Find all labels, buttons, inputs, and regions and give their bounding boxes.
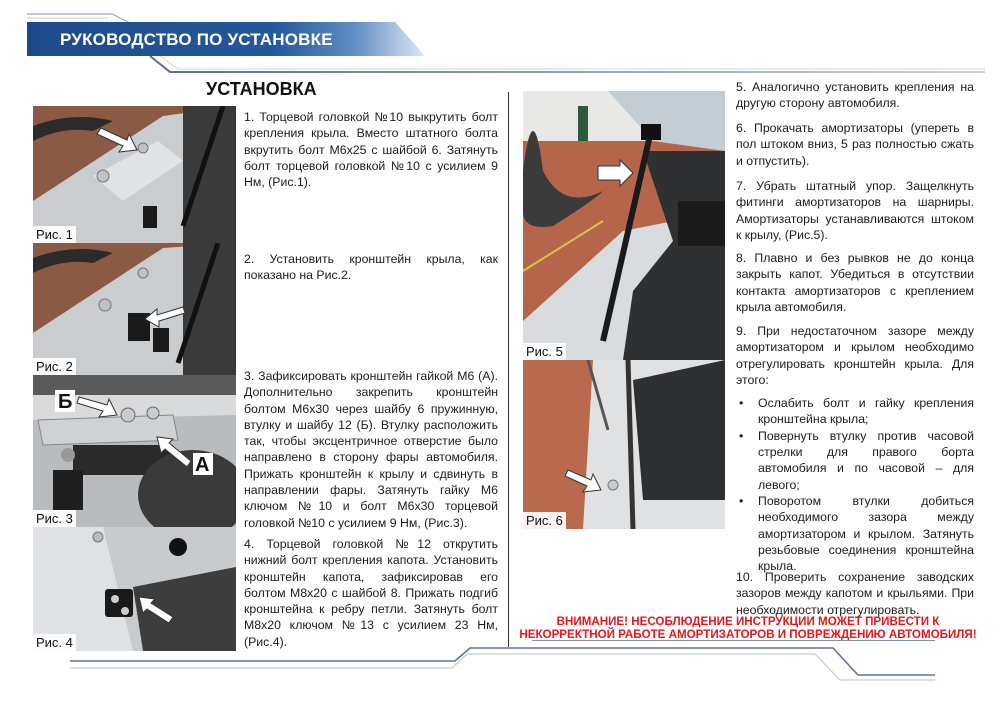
marker-a: А bbox=[195, 454, 210, 476]
step-3 bbox=[244, 368, 498, 531]
step-4 bbox=[244, 536, 498, 650]
photo-fig3-illustration bbox=[33, 375, 236, 527]
figure-1-photo bbox=[33, 106, 236, 243]
step-6 bbox=[736, 120, 974, 169]
figure-4-label: Рис. 4 bbox=[33, 634, 76, 651]
figure-4-photo bbox=[33, 527, 236, 651]
column-divider bbox=[508, 92, 509, 647]
figure-3-photo bbox=[33, 375, 236, 527]
step-9 bbox=[736, 323, 974, 574]
footer-decoration bbox=[0, 640, 1000, 707]
step-10-text: 10. Проверить сохранение заводских зазоров между капотом и крыльями. При необходимости отрегулировать. bbox=[736, 570, 974, 617]
figure-1-label: Рис. 1 bbox=[33, 226, 76, 243]
step-9-text: 9. При недостаточном зазоре между амортизатором и крылом необходимо отрегулировать кронштейн крыла. Для этого: bbox=[736, 324, 974, 387]
step-5-text: 5. Аналогично установить крепления на другую сторону автомобиля. bbox=[736, 80, 974, 111]
step-1-text: 1. Торцевой головкой №10 выкрутить болт крепления крыла. Вместо штатного болта вкрутить болт М6х25 с шайбой 6. Затянуть болт торцевой головкой №10 с усилием 9 Нм, (Рис.1). bbox=[244, 110, 498, 190]
step-7-text: 7. Убрать штатный упор. Защелкнуть фитинги амортизаторов на шарниры. Амортизаторы устанавливаются штоком к крылу, (Рис.5). bbox=[736, 179, 974, 242]
marker-b: Б bbox=[58, 391, 73, 413]
figure-2-label: Рис. 2 bbox=[33, 358, 76, 375]
bullet-item bbox=[736, 493, 974, 574]
step-6-text: 6. Прокачать амортизаторы (упереть в пол штоком вниз, 5 раз полностью сжать и отпустить). bbox=[736, 121, 974, 168]
step-3-text: 3. Зафиксировать кронштейн гайкой М6 (А). Дополнительно закрепить кронштейн болтом М6х30 через шайбу 6 пружинную, втулку и шайбу 12 (Б). Втулку расположить так, чтобы эксцентричное отверстие было направлено в сторону фары автомобиля. Прижать кронштейн к крылу и сдвинуть в направлении фары. Затянуть гайку М6 ключом №10 и болт М6х30 торцевой головкой №10 с усилием 9 Нм, (Рис.3). bbox=[244, 369, 498, 530]
photo-fig2-illustration bbox=[33, 243, 236, 375]
warning-notice bbox=[508, 616, 988, 641]
photo-fig1-illustration bbox=[33, 106, 236, 243]
step-7 bbox=[736, 178, 974, 243]
step-8-text: 8. Плавно и без рывков не до конца закрыть капот. Убедиться в отсутствии контакта амортизаторов с креплением крыла автомобиля. bbox=[736, 251, 974, 314]
bullet-text: Поворотом втулки добиться необходимого зазора между амортизатором и крылом. Затянуть резьбовые соединения кронштейна крыла. bbox=[758, 493, 974, 574]
bullet-item bbox=[736, 395, 974, 428]
section-title: УСТАНОВКА bbox=[206, 79, 317, 99]
step-5 bbox=[736, 79, 974, 112]
figure-5-label: Рис. 5 bbox=[523, 343, 566, 360]
bullet-text: Повернуть втулку против часовой стрелки для правого борта автомобиля и по часовой – для левого; bbox=[758, 428, 974, 492]
bullet-icon: • bbox=[739, 428, 744, 443]
step-1 bbox=[244, 109, 498, 190]
step-4-text: 4. Торцевой головкой №12 открутить нижний болт крепления капота. Установить кронштейн капота, зафиксировав его болтом М8х20 с шайбой 8. Прижать подгиб кронштейна к ребру петли. Затянуть болт М8х20 ключом №13 с усилием 23 Нм, (Рис.4). bbox=[244, 537, 498, 649]
step-9-bullet-list bbox=[736, 395, 974, 574]
step-8 bbox=[736, 250, 974, 315]
banner-title: РУКОВОДСТВО ПО УСТАНОВКЕ bbox=[60, 30, 333, 49]
figure-3-label: Рис. 3 bbox=[33, 510, 76, 527]
photo-fig4-illustration bbox=[33, 527, 236, 651]
figure-5-photo bbox=[523, 91, 725, 360]
bullet-icon: • bbox=[739, 396, 744, 411]
photo-fig5-illustration bbox=[523, 91, 725, 360]
step-2 bbox=[244, 251, 498, 284]
warning-line-2: НЕКОРРЕКТНОЙ РАБОТЕ АМОРТИЗАТОРОВ И ПОВРЕЖДЕНИЮ АВТОМОБИЛЯ! bbox=[519, 627, 977, 641]
bullet-icon: • bbox=[739, 493, 744, 508]
figure-2-photo bbox=[33, 243, 236, 375]
bullet-item bbox=[736, 428, 974, 493]
warning-line-1: ВНИМАНИЕ! НЕСОБЛЮДЕНИЕ ИНСТРУКЦИИ МОЖЕТ ПРИВЕСТИ К bbox=[556, 615, 940, 628]
figure-6-photo bbox=[523, 360, 725, 529]
step-2-text: 2. Установить кронштейн крыла, как показано на Рис.2. bbox=[244, 252, 498, 283]
step-10 bbox=[736, 569, 974, 618]
bullet-text: Ослабить болт и гайку крепления кронштейна крыла; bbox=[758, 396, 974, 427]
photo-fig6-illustration bbox=[523, 360, 725, 529]
figure-6-label: Рис. 6 bbox=[523, 512, 566, 529]
